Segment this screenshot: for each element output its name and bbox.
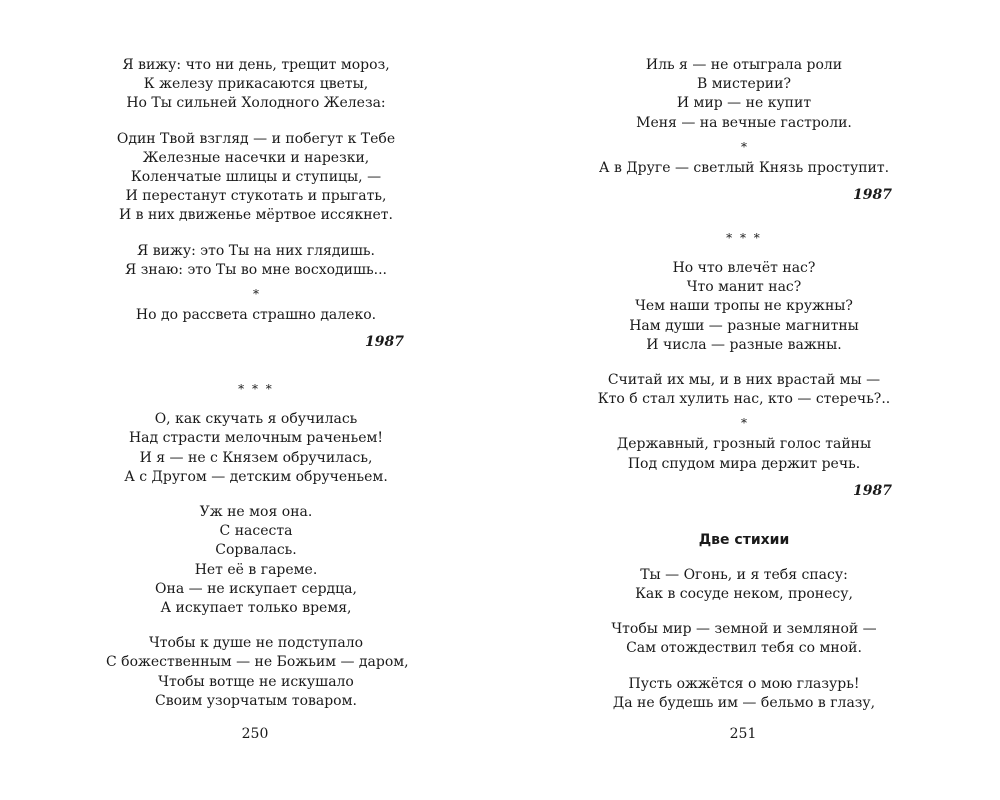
poem2-cont-stanza1 — [594, 56, 894, 133]
poem-line: В мистерии? — [697, 76, 791, 93]
poem-line: Я вижу: это Ты на них глядишь. — [137, 242, 375, 259]
stanza-divider: * — [253, 287, 259, 302]
poem-line: И в них движенье мёртвое иссякнет. — [118, 207, 394, 224]
poem-line: Я вижу: что ни день, трещит мороз, — [122, 57, 390, 73]
poem-line: Своим узорчатым товаром. — [155, 692, 357, 709]
poem-line: Чтобы вотще не искушало — [158, 673, 354, 690]
poem-line: С насеста — [219, 523, 293, 540]
poem-line: Но что влечёт нас? — [672, 260, 816, 277]
poem-line: Под спудом мира держит речь. — [627, 455, 861, 472]
poem3-stanza3 — [594, 435, 894, 473]
poem-line: Она — не искупает сердца, — [155, 580, 357, 597]
poem-line: Железные насечки и нарезки, — [142, 149, 370, 166]
poem2-stanza1 — [106, 410, 406, 487]
poem-separator: * * * — [238, 382, 274, 397]
poem-line: Но до рассвета страшно далеко. — [135, 307, 377, 324]
stanza-divider: * — [741, 139, 747, 154]
poem-line: Пусть ожжётся о мою глазурь! — [628, 675, 860, 692]
stanza-divider: * — [741, 416, 747, 431]
poem-line: Чем наши тропы не кружны? — [635, 298, 853, 315]
poem-line: Над страсти мелочным раченьем! — [128, 430, 384, 447]
poem3-stanza1 — [594, 259, 894, 355]
poem-line: Коленчатые шлицы и ступицы, — — [130, 169, 382, 186]
poem-line: Да не будешь им — бельмо в глазу, — [612, 694, 876, 711]
poem-line: А в Друге — светлый Князь проступит. — [598, 159, 890, 176]
poem-line: И перестанут стукотать и прыгать, — [125, 188, 387, 205]
poem-line: Чтобы мир — земной и земляной — — [611, 621, 877, 638]
poem-line: Иль я — не отыграла роли — [645, 57, 843, 73]
poem1-stanza2 — [106, 130, 406, 226]
poem-separator: * * * — [726, 231, 762, 246]
poem-line: Что манит нас? — [686, 279, 802, 296]
poem2-stanza2 — [106, 503, 406, 618]
poem-line: Сам отождествил тебя со мной. — [626, 640, 862, 657]
poem1-stanza4 — [106, 306, 406, 325]
poem-line: И я — не с Князем обручилась, — [139, 449, 373, 466]
poem3-stanza2 — [594, 371, 894, 409]
poem2-stanza3 — [106, 634, 409, 711]
poem-line: К железу прикасаются цветы, — [143, 76, 369, 93]
poem-year: 1987 — [853, 482, 892, 499]
poem-line: И мир — не купит — [676, 95, 812, 112]
poem-line: Я знаю: это Ты во мне восходишь... — [125, 261, 387, 278]
poem-line: О, как скучать я обучилась — [154, 411, 358, 428]
poem-line: Нам души — разные магнитны — [629, 317, 859, 334]
poem4-stanza3 — [594, 675, 894, 713]
page-number: 250 — [241, 726, 269, 742]
poem-line: Кто б стал хулить нас, кто — стеречь?.. — [597, 391, 891, 408]
poem-line: Ты — Огонь, и я тебя спасу: — [640, 566, 848, 583]
poem-line: Сорвалась. — [215, 542, 297, 559]
poem-title: Две стихии — [698, 531, 790, 548]
poem-line: Чтобы к душе не подступало — [148, 635, 364, 652]
poem-line: Как в сосуде неком, пронесу, — [635, 586, 853, 603]
poem-line: Державный, грозный голос тайны — [616, 436, 872, 453]
poem-line: Один Твой взгляд — и побегут к Тебе — [116, 130, 396, 147]
poem-line: Нет её в гареме. — [194, 561, 318, 578]
poem-line: А с Другом — детским обрученьем. — [124, 468, 388, 485]
poem-line: Уж не моя она. — [199, 504, 313, 521]
poem2-cont-stanza2 — [594, 159, 894, 178]
poem4-stanza1 — [594, 566, 894, 604]
page-number: 251 — [729, 726, 757, 742]
poem-line: Считай их мы, и в них врастай мы — — [607, 372, 881, 389]
left-column — [106, 56, 409, 711]
poem-line: Меня — на вечные гастроли. — [636, 114, 852, 131]
poem-line: С божественным — не Божьим — даром, — [106, 654, 409, 671]
right-column — [594, 56, 894, 713]
poem1-stanza1 — [106, 56, 406, 114]
poem-year: 1987 — [853, 187, 892, 204]
poem1-stanza3 — [106, 242, 406, 280]
poem-line: Но Ты сильней Холодного Железа: — [126, 95, 386, 112]
poem-year: 1987 — [365, 334, 404, 351]
poem4-stanza2 — [594, 620, 894, 658]
right-page — [500, 0, 1000, 800]
poem-line: И числа — разные важны. — [646, 336, 842, 353]
poem-line: А искупает только время, — [160, 600, 352, 617]
